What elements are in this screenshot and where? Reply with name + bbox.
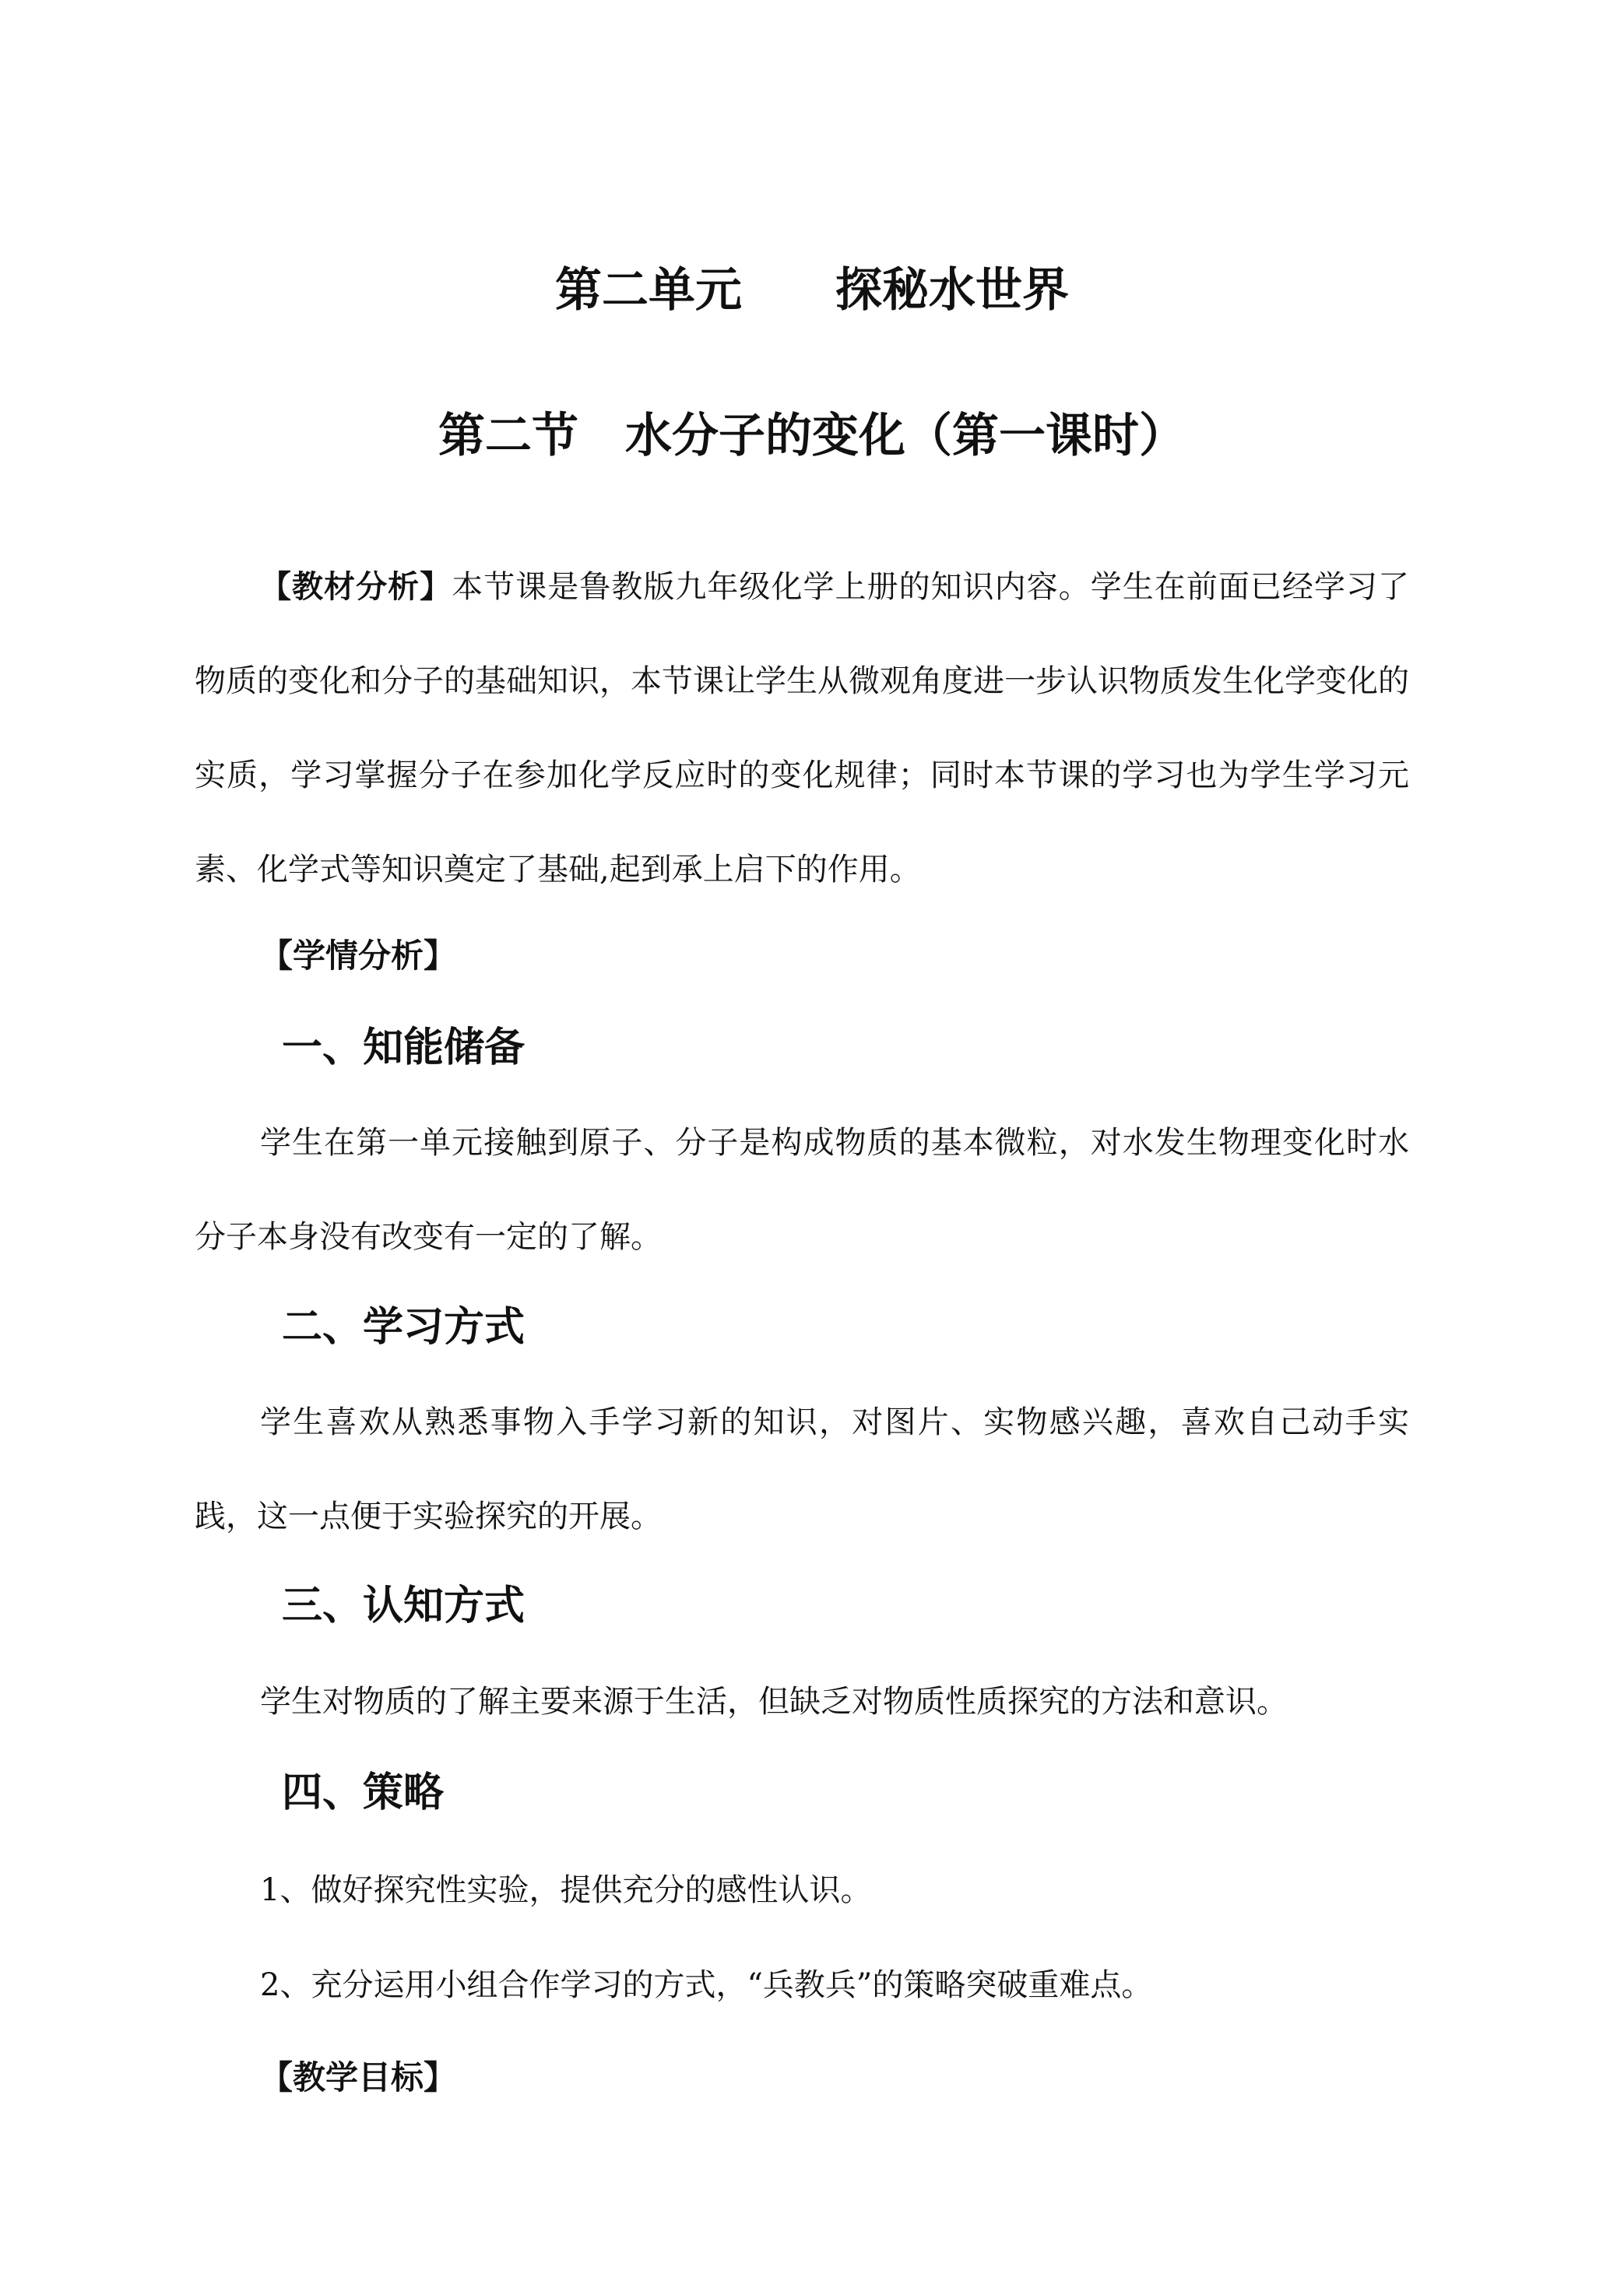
unit-title: 第二单元 探秘水世界 <box>555 263 1069 318</box>
cognitive-style-heading: 三、认知方式 <box>282 1583 526 1629</box>
strategy-item-2: 2、充分运用小组合作学习的方式，“兵教兵”的策略突破重难点。 <box>260 1967 1153 2003</box>
learning-style-heading: 二、学习方式 <box>282 1304 526 1351</box>
strategy-item-1: 1、做好探究性实验，提供充分的感性认识。 <box>260 1872 872 1908</box>
teaching-goals-heading: 【教学目标】 <box>260 2058 457 2096</box>
knowledge-reserve-text: 学生在第一单元接触到原子、分子是构成物质的基本微粒，对水发生物理变化时水分子本身没有改变有一定的了解。 <box>195 1125 1409 1255</box>
material-analysis-label: 【教材分析】 <box>260 569 452 605</box>
learning-style-text: 学生喜欢从熟悉事物入手学习新的知识，对图片、实物感兴趣，喜欢自己动手实践，这一点便于实验探究的开展。 <box>195 1404 1409 1534</box>
cognitive-style-text: 学生对物质的了解主要来源于生活，但缺乏对物质性质探究的方法和意识。 <box>260 1684 1288 1720</box>
knowledge-reserve-heading: 一、知能储备 <box>282 1024 526 1071</box>
section-title: 第二节 水分子的变化（第一课时） <box>438 409 1186 463</box>
material-analysis-paragraph <box>195 540 1409 917</box>
material-analysis-text: 本节课是鲁教版九年级化学上册的知识内容。学生在前面已经学习了物质的变化和分子的基础知识，本节课让学生从微观角度进一步认识物质发生化学变化的实质，学习掌握分子在参加化学反应时的变化规律；同时本节课的学习也为学生学习元素、化学式等知识奠定了基础,起到承上启下的作用。 <box>195 569 1409 887</box>
strategy-heading: 四、策略 <box>282 1770 445 1816</box>
learner-analysis-heading: 【学情分析】 <box>260 937 457 975</box>
